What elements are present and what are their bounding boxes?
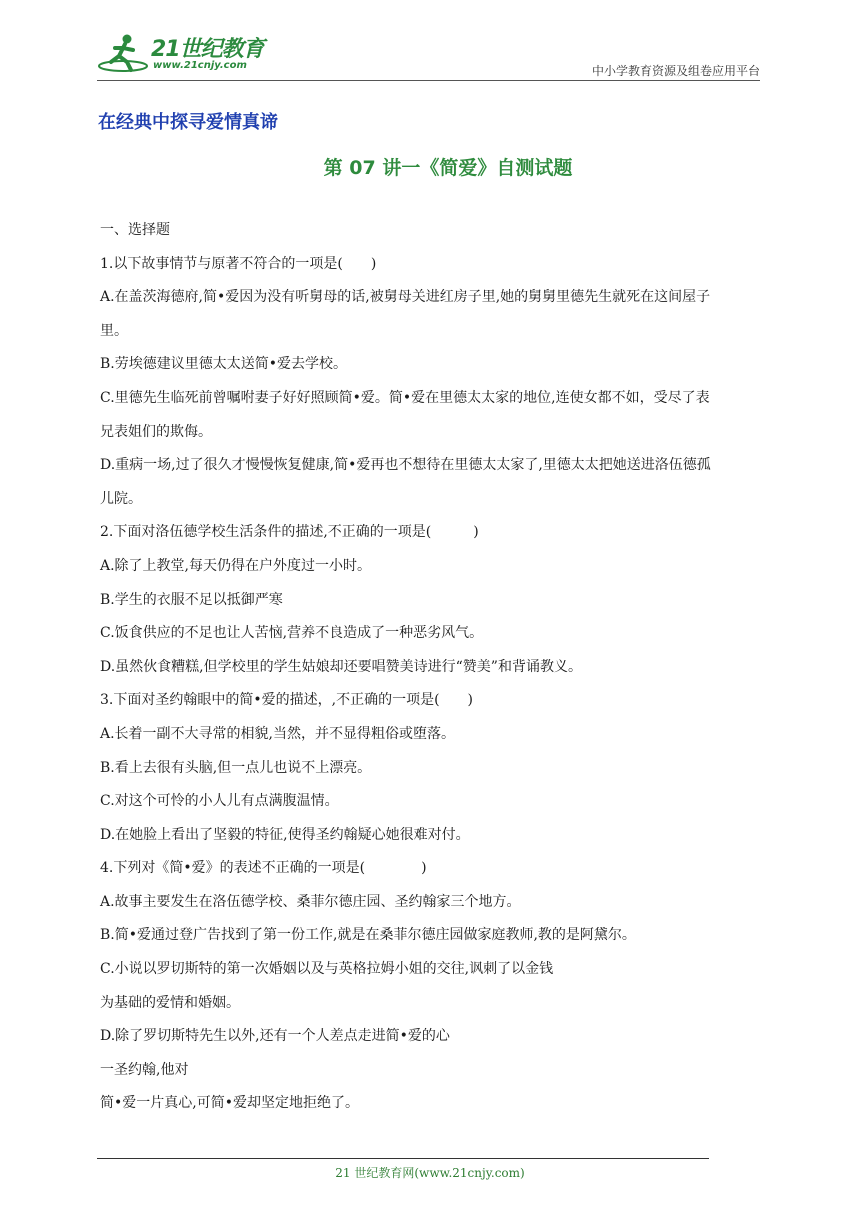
- option-text: C.里德先生临死前曾嘱咐妻子好好照顾简•爱。简•爱在里德太太家的地位,连使女都不如，受尽了表: [100, 389, 710, 406]
- option-text: 儿院。: [100, 490, 142, 507]
- question-4: 4.下列对《简•爱》的表述不正确的一项是( ): [100, 860, 427, 877]
- logo: [97, 32, 267, 76]
- option-text: 一圣约翰,他对: [100, 1061, 189, 1078]
- option-text: C.饭食供应的不足也让人苦恼,营养不良造成了一种恶劣风气。: [100, 625, 484, 642]
- section-heading: 一、选择题: [100, 222, 170, 238]
- option-text: A.故事主要发生在洛伍德学校、桑菲尔德庄园、圣约翰家三个地方。: [100, 893, 521, 910]
- series-title: 在经典中探寻爱情真谛: [98, 112, 278, 133]
- runner-icon: [97, 32, 151, 76]
- option-text: A.在盖茨海德府,简•爱因为没有听舅母的话,被舅母关进红房子里,她的舅舅里德先生就死在这间屋子: [100, 289, 711, 306]
- option-text: B.劳埃德建议里德太太送简•爱去学校。: [100, 356, 347, 373]
- lecture-title: 第 07 讲一《简爱》自测试题: [323, 157, 573, 179]
- option-text: D.除了罗切斯特先生以外,还有一个人差点走进简•爱的心: [100, 1028, 450, 1045]
- option-text: 为基础的爱情和婚姻。: [100, 994, 240, 1011]
- option-text: D.重病一场,过了很久才慢慢恢复健康,简•爱再也不想待在里德太太家了,里德太太把她送进洛伍德孤: [100, 457, 711, 474]
- option-text: A.除了上教堂,每天仍得在户外度过一小时。: [100, 557, 372, 574]
- option-text: 兄表姐们的欺侮。: [100, 423, 212, 440]
- option-text: D.在她脸上看出了坚毅的特征,使得圣约翰疑心她很难对付。: [100, 826, 470, 843]
- option-text: B.学生的衣服不足以抵御严寒: [100, 591, 283, 608]
- header-platform-text: 中小学教育资源及组卷应用平台: [591, 64, 760, 78]
- logo-url: www.21cnjy.com: [153, 60, 247, 71]
- question-2: 2.下面对洛伍德学校生活条件的描述,不正确的一项是( ): [100, 524, 479, 541]
- question-3: 3.下面对圣约翰眼中的简•爱的描述，,不正确的一项是( ): [100, 692, 473, 709]
- page-header: [97, 30, 760, 81]
- document-body: [100, 214, 764, 1121]
- option-text: 简•爱一片真心,可简•爱却坚定地拒绝了。: [100, 1095, 359, 1112]
- question-1: 1.以下故事情节与原著不符合的一项是( ): [100, 255, 377, 272]
- option-text: D.虽然伙食糟糕,但学校里的学生姑娘却还要唱赞美诗进行“赞美”和背诵教义。: [100, 658, 582, 675]
- option-text: A.长着一副不大寻常的相貌,当然，并不显得粗俗或堕落。: [100, 725, 456, 742]
- option-text: B.看上去很有头脑,但一点儿也说不上漂亮。: [100, 759, 372, 776]
- option-text: 里。: [100, 322, 128, 339]
- footer-divider: [97, 1158, 709, 1159]
- page-footer: 21 世纪教育网(www.21cnjy.com): [335, 1166, 525, 1180]
- logo-text: 21世纪教育: [151, 37, 264, 62]
- option-text: C.小说以罗切斯特的第一次婚姻以及与英格拉姆小姐的交往,讽刺了以金钱: [100, 961, 554, 978]
- option-text: B.简•爱通过登广告找到了第一份工作,就是在桑菲尔德庄园做家庭教师,教的是阿黛尔。: [100, 927, 636, 944]
- option-text: C.对这个可怜的小人儿有点满腹温情。: [100, 793, 339, 810]
